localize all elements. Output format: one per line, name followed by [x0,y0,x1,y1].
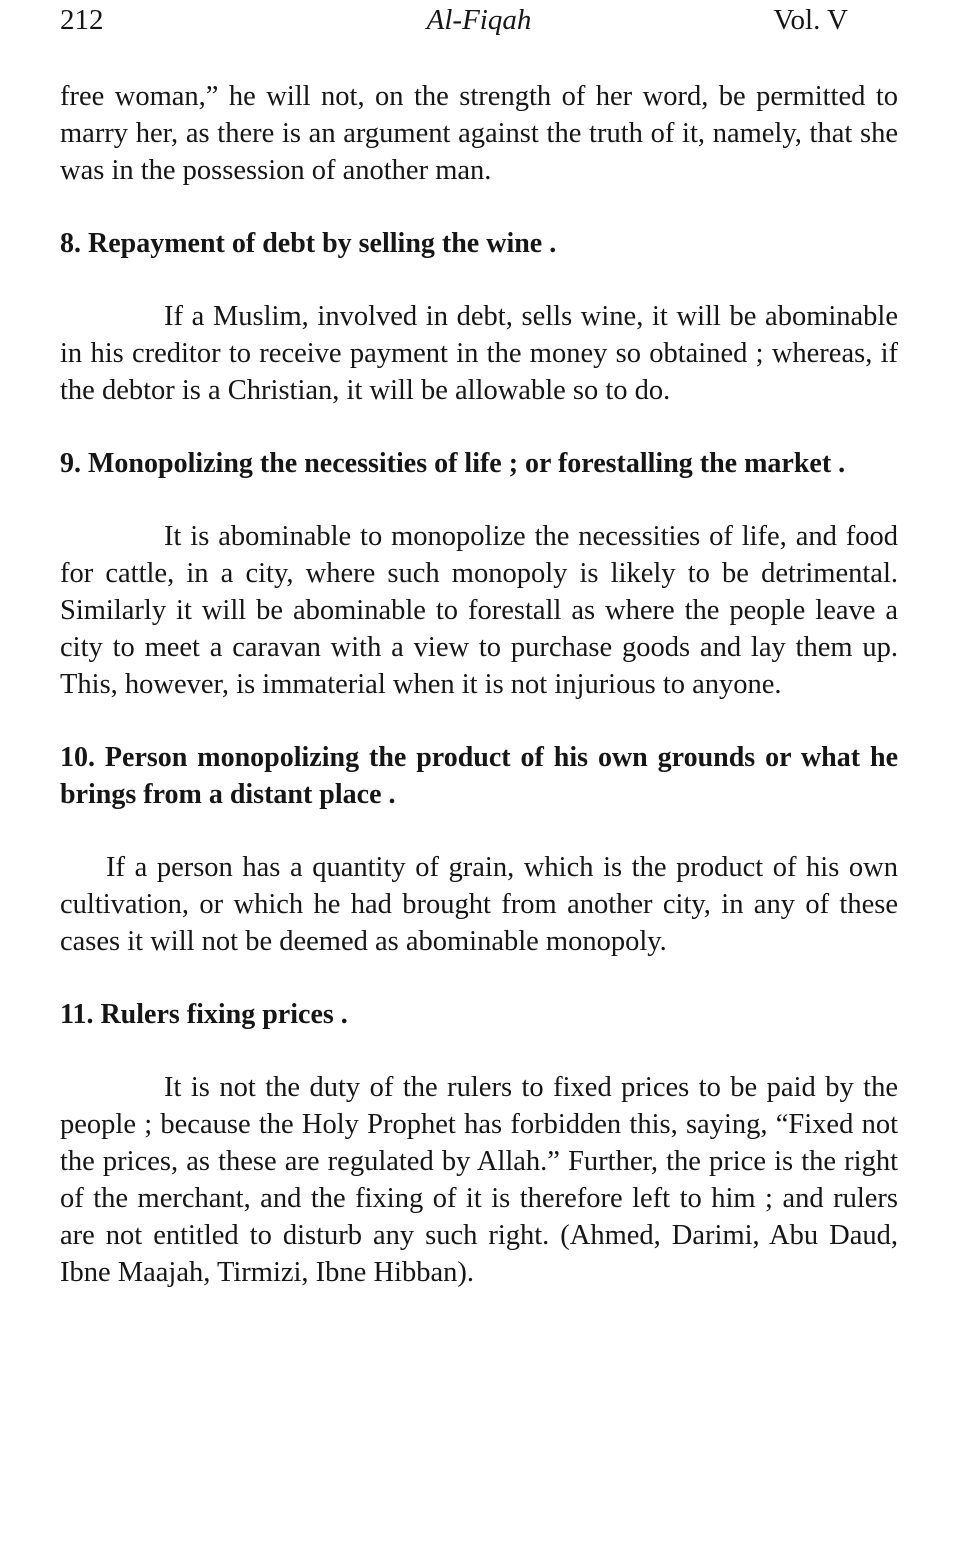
page-header [60,0,898,48]
section-heading-9: 9. Monopolizing the necessities of life ; or forestalling the market . [60,448,846,479]
continued-paragraph: free woman,” he will not, on the strength of her word, be permitted to marry her, as there is an argument against the truth of it, namely, that she was in the possession of another man. [60,81,898,186]
page-number: 212 [60,4,104,36]
section-paragraph-10: If a person has a quantity of grain, which is the product of his own cultivation, or which he had brought from another city, in any of these cases it will not be deemed as abominable monopoly. [60,852,898,957]
section-paragraph-8: If a Muslim, involved in debt, sells wine, it will be abominable in his creditor to receive payment in the money so obtained ; whereas, if the debtor is a Christian, it will be allowable so to do. [60,301,898,406]
section-paragraph-11: It is not the duty of the rulers to fixed prices to be paid by the people ; because the Holy Prophet has forbidden this, saying, “Fixed not the prices, as these are regulated by Allah.” Further, the price is the right of the merchant, and the fixing of it is therefore left to him ; and rulers are not entitled to disturb any such right. (Ahmed, Darimi, Abu Daud, Ibne Maajah, Tirmizi, Ibne Hibban). [60,1072,898,1288]
section-paragraph-9: It is abominable to monopolize the necessities of life, and food for cattle, in a city, where such monopoly is likely to be detrimental. Similarly it will be abominable to forestall as where the people leave a city to meet a caravan with a view to purchase goods and lay them up. This, however, is immaterial when it is not injurious to anyone. [60,521,898,700]
section-heading-8: 8. Repayment of debt by selling the wine . [60,228,557,259]
book-title: Al-Fiqah [426,4,532,36]
section-heading-11: 11. Rulers fixing prices . [60,999,348,1030]
book-page [60,0,898,1291]
volume-label: Vol. V [773,4,848,36]
section-heading-10: 10. Person monopolizing the product of his own grounds or what he brings from a distant place . [60,742,898,810]
